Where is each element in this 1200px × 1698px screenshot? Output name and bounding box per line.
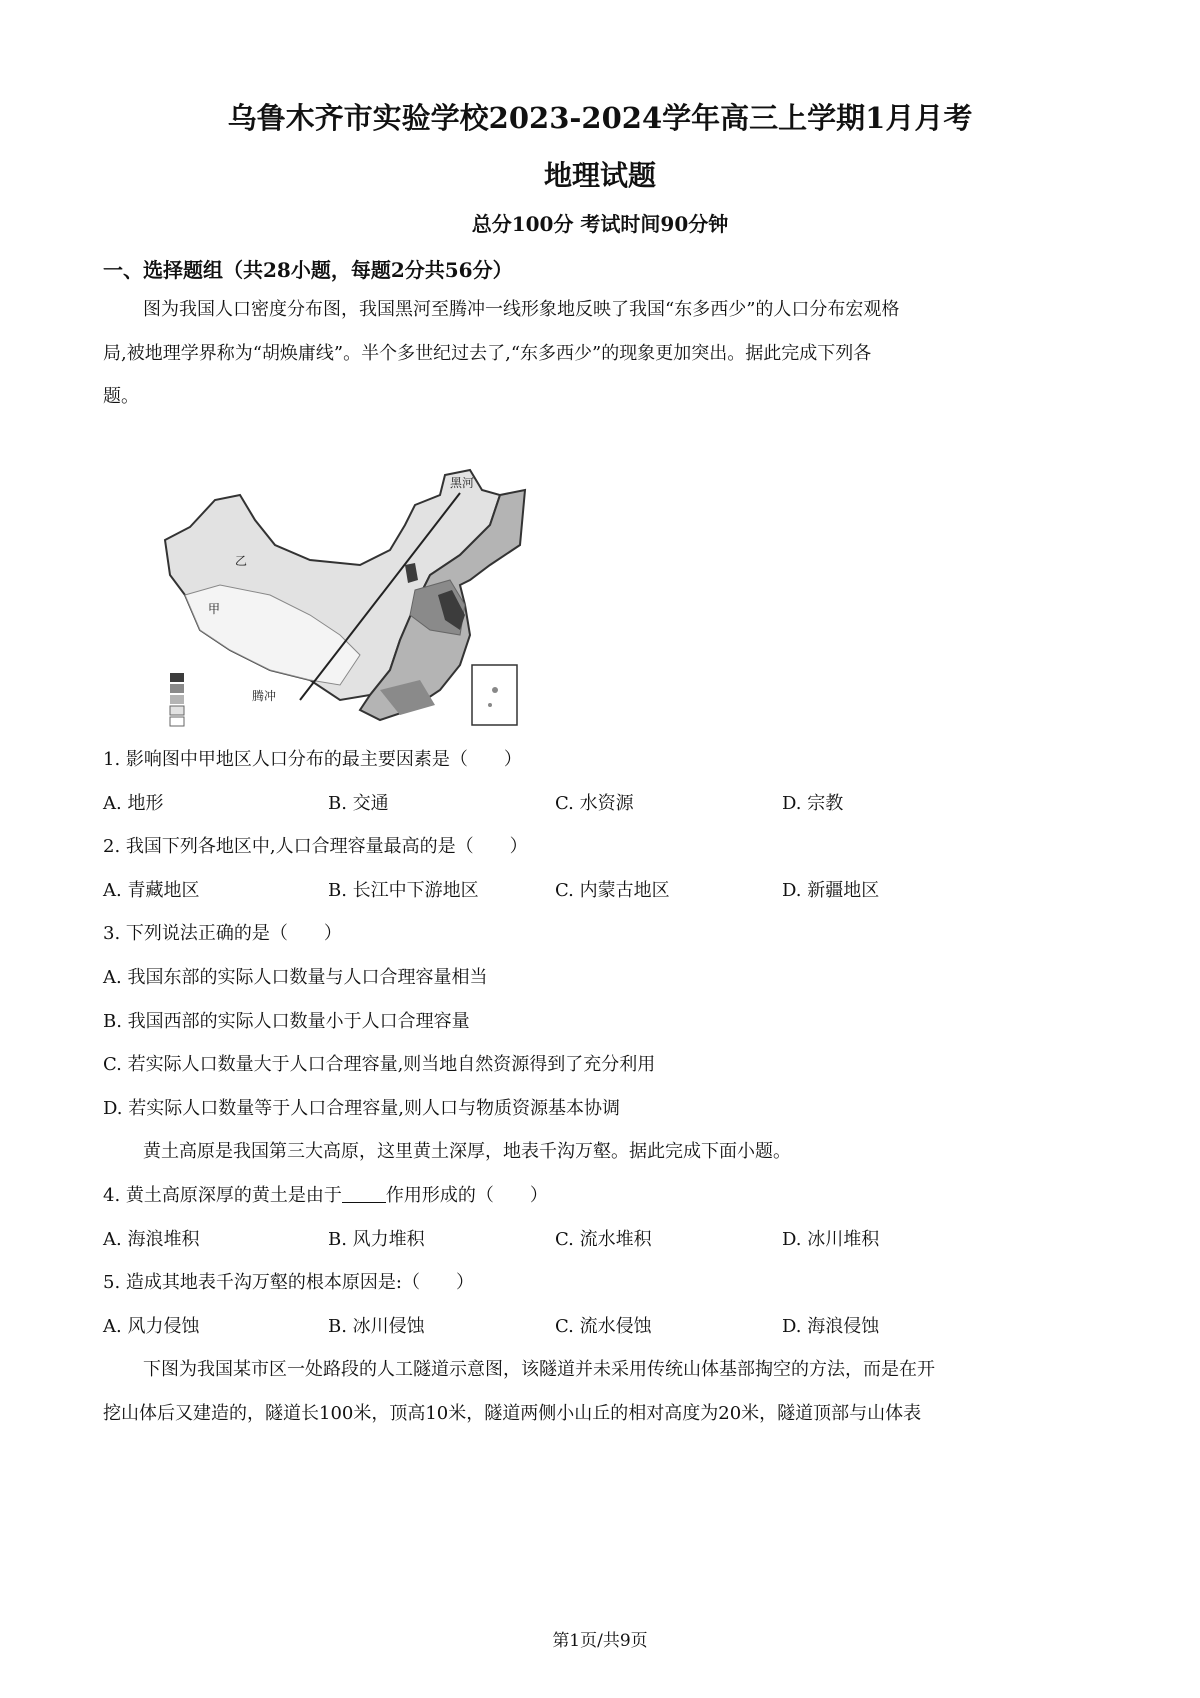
option: A. 风力侵蚀 (103, 1315, 200, 1337)
south-sea-inset (472, 665, 517, 725)
question-2-options (103, 869, 1098, 913)
option: D. 新疆地区 (782, 879, 880, 901)
page-footer: 第1页/共9页 (552, 1631, 648, 1651)
fill-blank (342, 1184, 386, 1203)
question-4-stem: 4. 黄土高原深厚的黄土是由于 (103, 1184, 342, 1206)
intro-line: 局,被地理学界称为“胡焕庸线”。半个多世纪过去了,“东多西少”的现象更加突出。据此完成下列各 (103, 342, 872, 364)
material-tunnel: 挖山体后又建造的，隧道长100米，顶高10米，隧道两侧小山丘的相对高度为20米，隧道顶部与山体表 (103, 1402, 922, 1424)
option: B. 我国西部的实际人口数量小于人口合理容量 (103, 1010, 470, 1032)
exam-info: 总分100分 考试时间90分钟 (471, 212, 729, 236)
option: D. 冰川堆积 (782, 1228, 880, 1250)
map-label-tengchong: 腾冲 (252, 689, 277, 703)
question-1-options (103, 782, 1098, 826)
exam-subject: 地理试题 (543, 159, 656, 192)
option: A. 地形 (103, 792, 164, 814)
option: D. 海浪侵蚀 (782, 1315, 880, 1337)
option: B. 长江中下游地区 (328, 879, 479, 901)
option: B. 交通 (328, 792, 389, 814)
option: C. 内蒙古地区 (555, 879, 670, 901)
option: B. 冰川侵蚀 (328, 1315, 425, 1337)
option: C. 若实际人口数量大于人口合理容量,则当地自然资源得到了充分利用 (103, 1054, 656, 1076)
exam-title: 乌鲁木齐市实验学校2023-2024学年高三上学期1月月考 (227, 101, 973, 135)
question-2: 2. 我国下列各地区中,人口合理容量最高的是（ ） (103, 836, 528, 858)
option: B. 风力堆积 (328, 1228, 425, 1250)
option: D. 宗教 (782, 792, 844, 814)
option: C. 流水堆积 (555, 1228, 652, 1250)
map-label-heihe: 黑河 (450, 476, 475, 490)
option: A. 我国东部的实际人口数量与人口合理容量相当 (103, 966, 488, 988)
intro-line: 图为我国人口密度分布图，我国黑河至腾冲一线形象地反映了我国“东多西少”的人口分布宏观格 (143, 299, 900, 320)
population-density-map (160, 465, 530, 733)
option: C. 流水侵蚀 (555, 1315, 652, 1337)
section-heading: 一、选择题组（共28小题，每题2分共56分） (103, 258, 513, 282)
map-label-yi: 乙 (235, 554, 248, 568)
question-5: 5. 造成其地表千沟万壑的根本原因是:（ ） (103, 1272, 474, 1294)
question-5-options (103, 1305, 1098, 1349)
material-loess: 黄土高原是我国第三大高原，这里黄土深厚，地表千沟万壑。据此完成下面小题。 (143, 1141, 791, 1163)
map-label-jia: 甲 (208, 602, 221, 616)
option: A. 青藏地区 (103, 879, 200, 901)
intro-line: 题。 (103, 386, 139, 408)
material-tunnel: 下图为我国某市区一处路段的人工隧道示意图，该隧道并未采用传统山体基部掏空的方法，而是在开 (143, 1359, 935, 1381)
question-4 (103, 1174, 1098, 1218)
intro-paragraph (103, 288, 1098, 419)
option: C. 水资源 (555, 792, 634, 814)
question-1: 1. 影响图中甲地区人口分布的最主要因素是（ ） (103, 749, 522, 770)
question-4-options (103, 1218, 1098, 1262)
question-4-stem-end: 作用形成的（ ） (385, 1184, 548, 1206)
option: D. 若实际人口数量等于人口合理容量,则人口与物质资源基本协调 (103, 1097, 620, 1119)
map-legend (170, 673, 184, 726)
question-3: 3. 下列说法正确的是（ ） (103, 923, 342, 945)
option: A. 海浪堆积 (103, 1228, 200, 1250)
questions (103, 738, 1098, 1436)
